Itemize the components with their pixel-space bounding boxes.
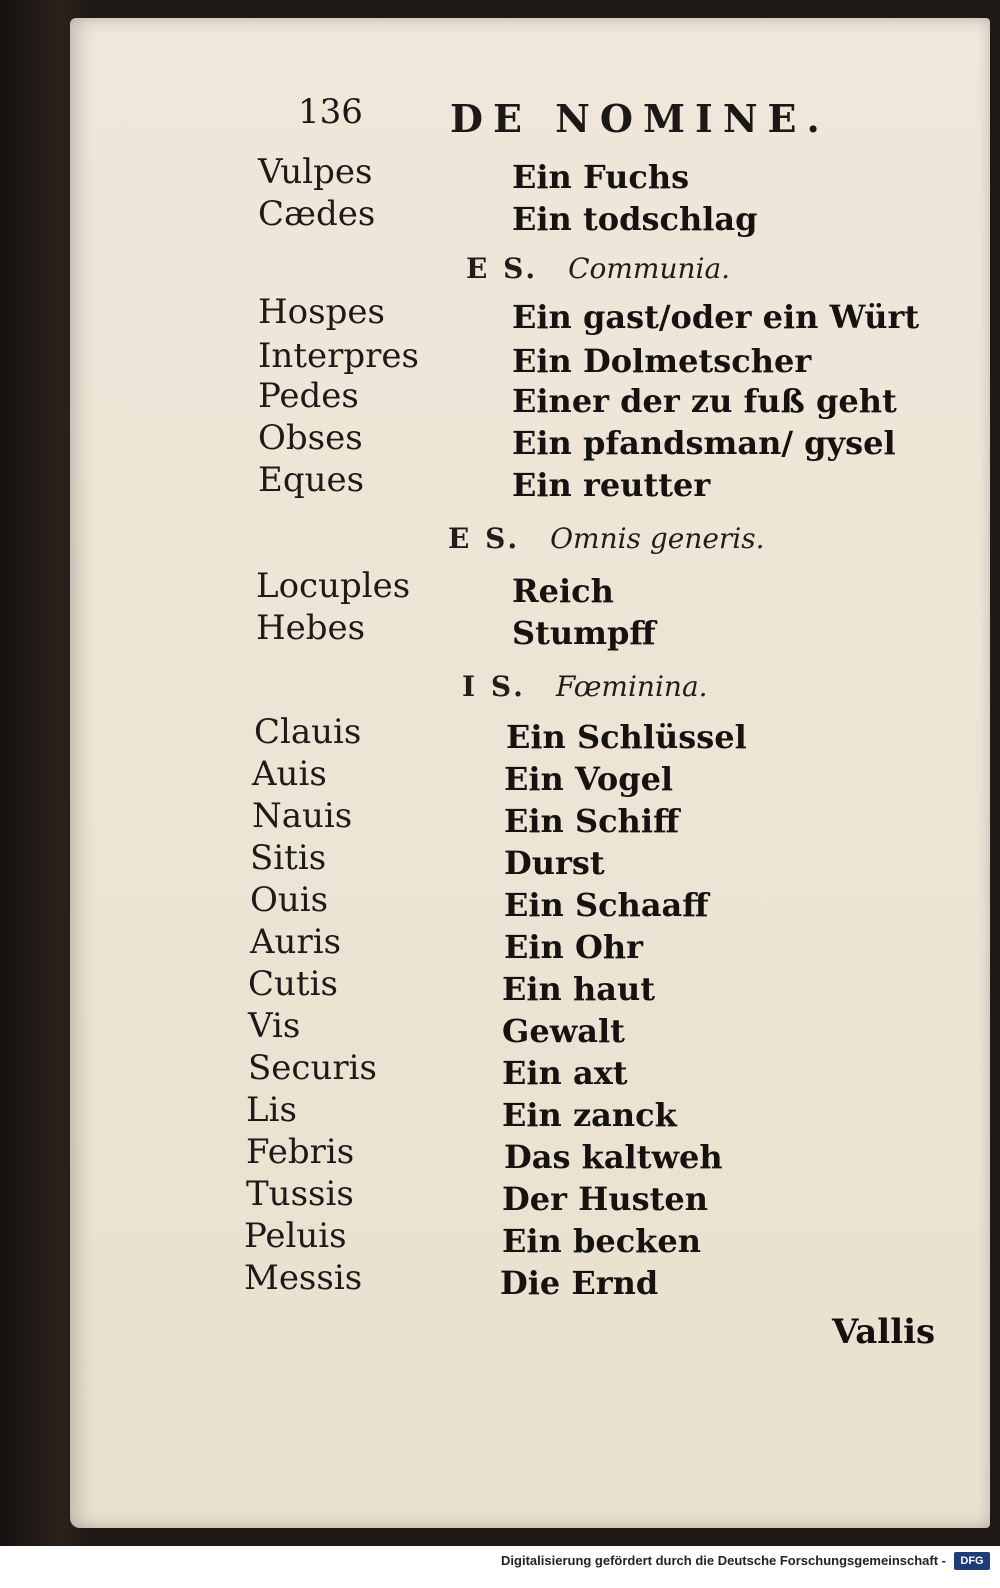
latin-word: Peluis — [244, 1216, 347, 1256]
latin-word: Vulpes — [258, 152, 373, 192]
section-heading — [462, 670, 708, 703]
latin-word: Febris — [246, 1132, 355, 1172]
footer-bar — [0, 1546, 1000, 1588]
dfg-logo: DFG — [954, 1552, 990, 1570]
german-translation: Ein Schaaff — [504, 886, 709, 924]
latin-word: Hebes — [256, 608, 366, 648]
latin-word: Ouis — [250, 880, 329, 920]
page-number: 136 — [298, 92, 363, 132]
german-translation: Der Husten — [502, 1180, 709, 1218]
latin-word: Interpres — [258, 336, 419, 376]
section-heading-label: E S. — [466, 252, 539, 285]
latin-word: Auris — [250, 922, 342, 962]
german-translation: Die Ernd — [500, 1264, 659, 1302]
german-translation: Ein Schlüssel — [506, 718, 747, 756]
latin-word: Hospes — [258, 292, 385, 332]
latin-word: Messis — [244, 1258, 363, 1298]
latin-word: Cædes — [258, 194, 376, 234]
section-heading-text: Omnis generis. — [550, 522, 765, 555]
german-translation: Gewalt — [502, 1012, 625, 1050]
section-heading-text: Fœminina. — [555, 670, 708, 703]
german-translation: Ein Vogel — [504, 760, 674, 798]
latin-word: Lis — [246, 1090, 297, 1130]
latin-word: Vis — [248, 1006, 301, 1046]
latin-word: Nauis — [252, 796, 353, 836]
latin-word: Securis — [248, 1048, 377, 1088]
german-translation: Ein Fuchs — [512, 158, 690, 196]
german-translation: Das kaltweh — [504, 1138, 723, 1176]
running-head: DE NOMINE. — [450, 96, 830, 141]
german-translation: Ein axt — [502, 1054, 628, 1092]
latin-word: Clauis — [254, 712, 362, 752]
latin-word: Tussis — [246, 1174, 354, 1214]
german-translation: Stumpff — [512, 614, 656, 652]
german-translation: Ein haut — [502, 970, 655, 1008]
german-translation: Ein Ohr — [504, 928, 643, 966]
german-translation: Durst — [504, 844, 605, 882]
latin-word: Auis — [252, 754, 327, 794]
german-translation: Ein reutter — [512, 466, 711, 504]
latin-word: Sitis — [250, 838, 327, 878]
section-heading-label: I S. — [462, 670, 526, 703]
section-heading-text: Communia. — [568, 252, 731, 285]
german-translation: Ein becken — [502, 1222, 701, 1260]
german-translation: Ein todschlag — [512, 200, 758, 238]
latin-word: Cutis — [248, 964, 338, 1004]
footer-credit: Digitalisierung gefördert durch die Deutsche Forschungsgemeinschaft - — [501, 1553, 946, 1568]
german-translation: Ein gast/oder ein Würt — [512, 298, 920, 336]
latin-word: Locuples — [256, 566, 411, 606]
catchword: Vallis — [832, 1312, 936, 1352]
german-translation: Ein pfandsman/ gysel — [512, 424, 896, 462]
page-header — [0, 92, 1000, 152]
section-heading — [466, 252, 730, 285]
german-translation: Reich — [512, 572, 614, 610]
german-translation: Ein Schiff — [504, 802, 680, 840]
latin-word: Eques — [258, 460, 365, 500]
section-heading-label: E S. — [448, 522, 521, 555]
section-heading — [448, 522, 765, 555]
german-translation: Ein zanck — [502, 1096, 677, 1134]
german-translation: Einer der zu fuß geht — [512, 382, 897, 420]
german-translation: Ein Dolmetscher — [512, 342, 812, 380]
latin-word: Obses — [258, 418, 363, 458]
latin-word: Pedes — [258, 376, 359, 416]
